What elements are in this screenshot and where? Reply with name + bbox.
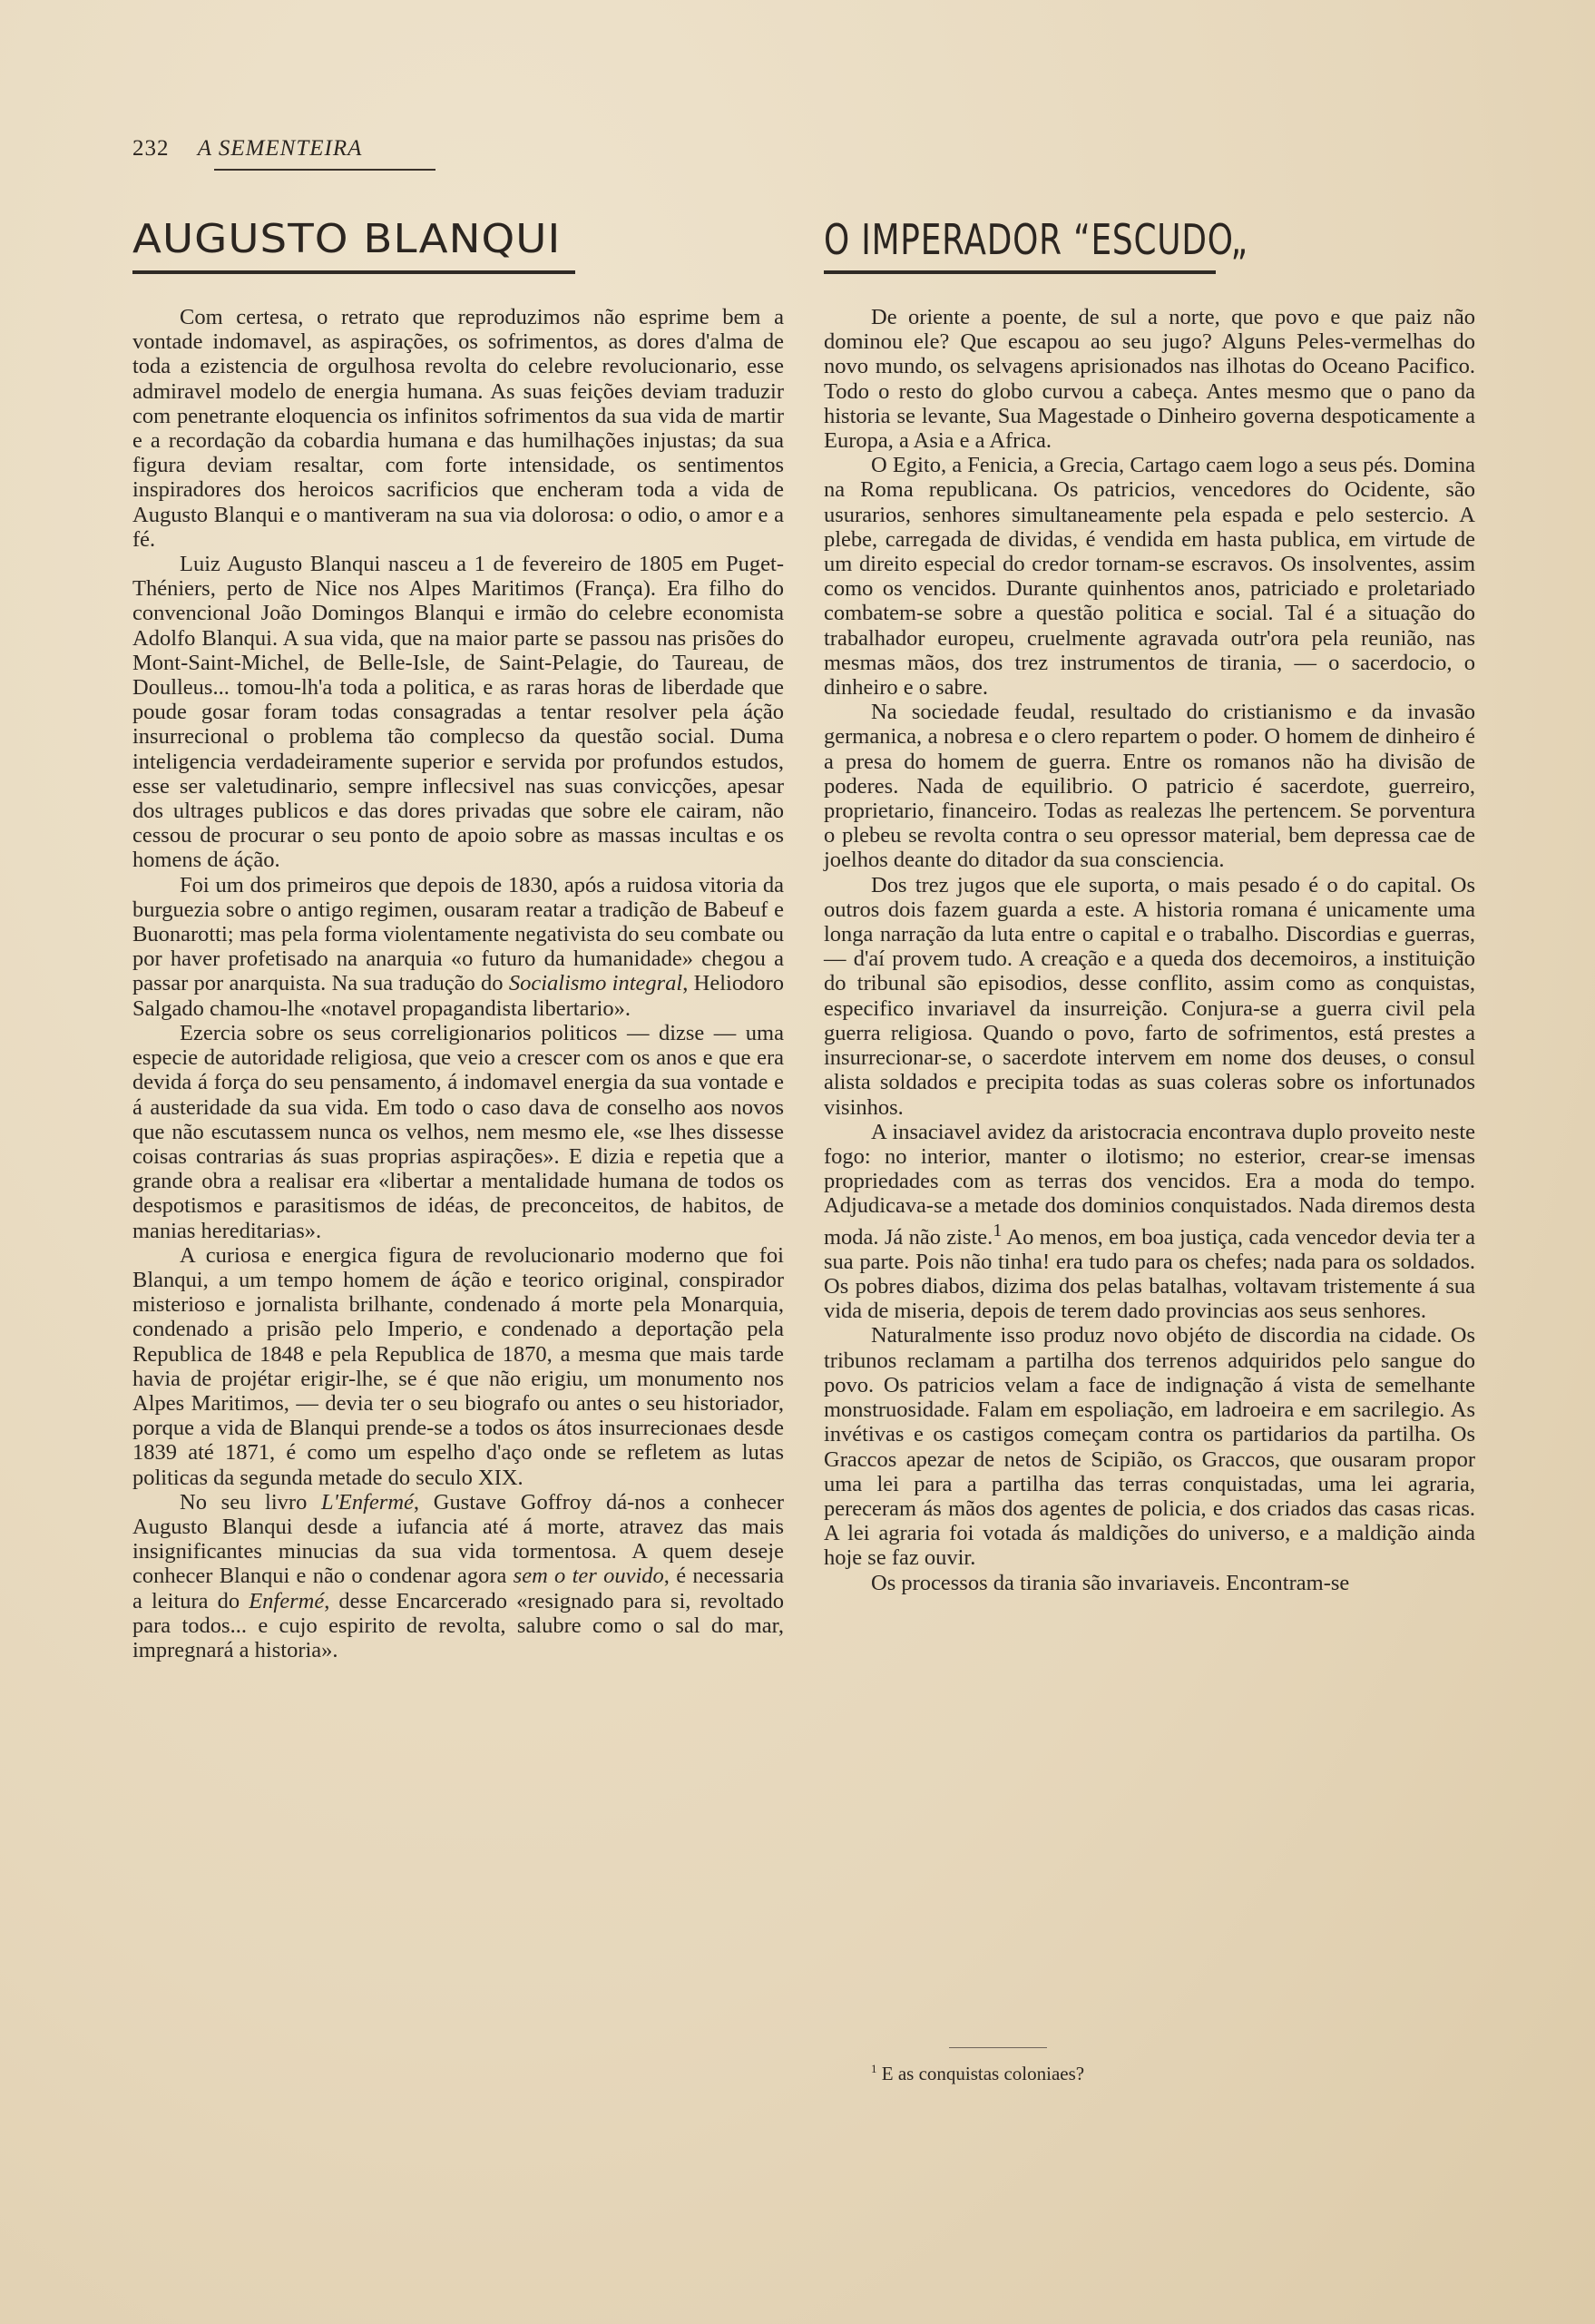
paragraph: Com certesa, o retrato que reproduzimos não esprime bem a vontade indomavel, as aspirações, os sofrimentos, as dores d'alma de toda a ezistencia de orgulhosa revolta do celebre revolucionario, esse admiravel modelo de energia humana. As suas feições deviam traduzir com penetrante eloquencia os infinitos sofrimentos da sua vida de martir e a recordação da cobardia humana e das humilhações injustas; da sua figura deviam resaltar, com forte intensidade, os sentimentos inspiradores dos heroicos sacrificios que encheram toda a vida de Augusto Blanqui e o mantiveram na sua via dolorosa: o odio, o amor e a fé.: [132, 305, 784, 552]
paragraph: Ezercia sobre os seus correligionarios politicos — dizse — uma especie de autoridade religiosa, que veio a crescer com os anos e que era devida á força do seu pensamento, á indomavel energia da sua vontade e á austeridade da sua vida. Em todo o caso dava de conselho aos novos que não escutassem nunca os velhos, nem mesmo ele, «se lhes dissesse coisas contrarias ás suas proprias aspirações». E dizia e repetia que a grande obra a realisar era «libertar a mentalidade humana de todos os despotismos e parasitismos de idéas, de preconceitos, de habitos, de manias hereditarias».: [132, 1020, 784, 1243]
article-title-blanqui: AUGUSTO BLANQUI: [132, 216, 562, 262]
page-number: 232: [132, 136, 170, 161]
emphasis: sem o ter ouvido: [513, 1564, 664, 1589]
footnote-text: E as conquistas coloniaes?: [876, 2063, 1085, 2084]
book-title: Enfermé: [249, 1588, 325, 1613]
title-rule: [132, 270, 575, 274]
publication-title: A SEMENTEIRA: [197, 136, 363, 161]
paragraph: De oriente a poente, de sul a norte, que povo e que paiz não dominou ele? Que escapou ao seu jugo? Alguns Peles-vermelhas do novo mundo, os selvagens aprisionados nas ilhotas do Oceano Pacifico. Todo o resto do globo curvou a cabeça. Antes mesmo que o pano da historia se levante, Sua Magestade o Dinheiro governa despoticamente a Europa, a Asia e a Africa.: [824, 305, 1475, 454]
book-title: L'Enfermé: [321, 1489, 414, 1515]
footnote-reference[interactable]: 1: [993, 1220, 1003, 1240]
footnote: [871, 2062, 1084, 2085]
page-header: [132, 136, 362, 162]
article-title-imperador: O IMPERADOR “ESCUDO„: [824, 215, 1248, 264]
paragraph: A insaciavel avidez da aristocracia encontrava duplo proveito neste fogo: no interior, manter o ilotismo; no esterior, crear-se imensas propriedades com as terras dos vencidos. Era a moda do tempo. Adjudicava-se a metade dos dominios conquistados. Nada diremos desta moda. Já não ziste.$^1$ Ao menos, em boa justiça, cada vencedor devia ter a sua parte. Pois não tinha! era tudo para os chefes; nada para os soldados. Os pobres diabos, dizima dos pelas batalhas, voltavam tristemente á sua vida de miseria, depois de terem dado provincias aos seus senhores.: [824, 1119, 1475, 1324]
paragraph: No seu livro L'Enfermé, Gustave Goffroy dá-nos a conhecer Augusto Blanqui desde a iufancia até á morte, atravez das mais insignificantes minucias da sua vida tormentosa. A quem deseje conhecer Blanqui e não o condenar agora sem o ter ouvido, é necessaria a leitura do Enfermé, desse Encarcerado «resignado para si, revoltado para todos... e cujo espirito de revolta, salubre como o sal do mar, impregnará a historia».: [132, 1489, 785, 1662]
title-rule: [824, 270, 1216, 274]
book-title: Socialismo integral: [508, 971, 683, 996]
footnote-rule: [949, 2047, 1047, 2048]
paragraph: O Egito, a Fenicia, a Grecia, Cartago caem logo a seus pés. Domina na Roma republicana. Os patricios, vencedores do Ocidente, são usurarios, senhores simultaneamente pela espada e pelo sestercio. A plebe, carregada de dividas, é vendida em hasta publica, em virtude de um direito especial do credor tornam-se escravos. Os insolventes, assim como os vencidos. Durante quinhentos anos, patriciado e proletariado combatem-se sobre a questão politica e social. Tal é a situação do trabalhador europeu, cruelmente agravada outr'ora pela reunião, nas mesmas mãos, dos trez instrumentos de tirania, — o sacerdocio, o dinheiro e o sabre.: [824, 453, 1475, 701]
article-body: [824, 305, 1475, 1595]
left-article: [132, 214, 784, 1662]
right-article: [824, 214, 1475, 1595]
paragraph: Luiz Augusto Blanqui nasceu a 1 de fevereiro de 1805 em Puget-Théniers, perto de Nice nos Alpes Maritimos (França). Era filho do convencional João Domingos Blanqui e irmão do celebre economista Adolfo Blanqui. A sua vida, que na maior parte se passou nas prisões do Mont-Saint-Michel, de Belle-Isle, de Saint-Pelagie, do Taureau, de Doulleus... tomou-lh'a toda a politica, e as raras horas de liberdade que poude gosar foram todas consagradas a tentar resolver pela áção insurrecional o problema tão complecso da questão social. Duma inteligencia verdadeiramente superior e servida por profundos estudos, esse ser valetudinario, sempre inflecsivel nas suas convicções, apesar dos ultrages publicos e das dores privadas que sobre ele cairam, não cessou de procurar o seu ponto de apoio sobre as massas incultas e os homens de áção.: [132, 552, 784, 873]
paragraph: A curiosa e energica figura de revolucionario moderno que foi Blanqui, a um tempo homem de áção e teorico original, conspirador misterioso e jornalista brilhante, condenado á morte pela Monarquia, condenado a prisão pelo Imperio, e condenado a deportação pela Republica de 1848 e pela Republica de 1870, a mesma que mais tarde havia de projétar erigir-lhe, se é que não erigiu, um monumento nos Alpes Maritimos, — devia ter o seu biografo ou antes o seu historiador, porque a vida de Blanqui prende-se a todos os átos insurrecionaes desde 1839 até 1871, é como um espelho d'aço onde se refletem as lutas politicas da segunda metade do seculo XIX.: [132, 1242, 784, 1490]
footnote-marker: 1: [871, 2062, 877, 2075]
paragraph: Na sociedade feudal, resultado do cristianismo e da invasão germanica, a nobresa e o clero repartem o poder. O homem de dinheiro é a presa do homem de guerra. Entre os romanos não ha divisão de poderes. Nada de equilibrio. O patricio é sacerdote, guerreiro, proprietario, financeiro. Todas as realezas lhe pertencem. Se porventura o plebeu se revolta contra o seu opressor material, bem depressa cae de joelhos deante do ditador da sua consciencia.: [824, 700, 1475, 873]
paragraph: Dos trez jugos que ele suporta, o mais pesado é o do capital. Os outros dois fazem guarda a este. A historia romana é unicamente uma longa narração da luta entre o capital e o trabalho. Discordias e guerras, — d'aí provem tudo. A creação e a queda dos decemoiros, a instituição do tribunal são episodios, desse conflito, assim como as conquistas, especifico invariavel da insurreição. Conjura-se a guerra civil pela guerra religiosa. Quando o povo, farto de sofrimentos, está prestes a insurrecionar-se, o sacerdote intervem em nome dos deuses, o consul alista soldados e precipita todas as suas coleras sobre os infortunados visinhos.: [824, 872, 1475, 1120]
header-rule: [214, 169, 435, 171]
paragraph: Foi um dos primeiros que depois de 1830, após a ruidosa vitoria da burguezia sobre o antigo regimen, ousaram reatar a tradição de Babeuf e Buonarotti; mas pela forma violentamente negativista do seu combate ou por haver profetisado na anarquia «o futuro da humanidade» chegou a passar por anarquista. Na sua tradução do Socialismo integral, Heliodoro Salgado chamou-lhe «notavel propagandista libertario».: [132, 872, 784, 1021]
paragraph: Os processos da tirania são invariaveis. Encontram-se: [871, 1570, 1350, 1595]
article-body: [132, 305, 784, 1662]
paragraph: Naturalmente isso produz novo objéto de discordia na cidade. Os tribunos reclamam a partilha dos terrenos adquiridos pelo sangue do povo. Os patricios velam a face de indignação á vista de semelhante monstruosidade. Falam em espoliação, em ladroeira e em sacrilegio. As invétivas e os castigos começam contra os partidarios da partilha. Os Graccos apezar de netos de Scipião, os Graccos, que ousaram propor uma lei para a partilha das terras conquistadas, uma lei agraria, pereceram ás mãos dos agentes de policia, e dos criados das casas ricas. A lei agraria foi votada ás maldições do universo, e a maldição ainda hoje se faz ouvir.: [824, 1323, 1475, 1571]
